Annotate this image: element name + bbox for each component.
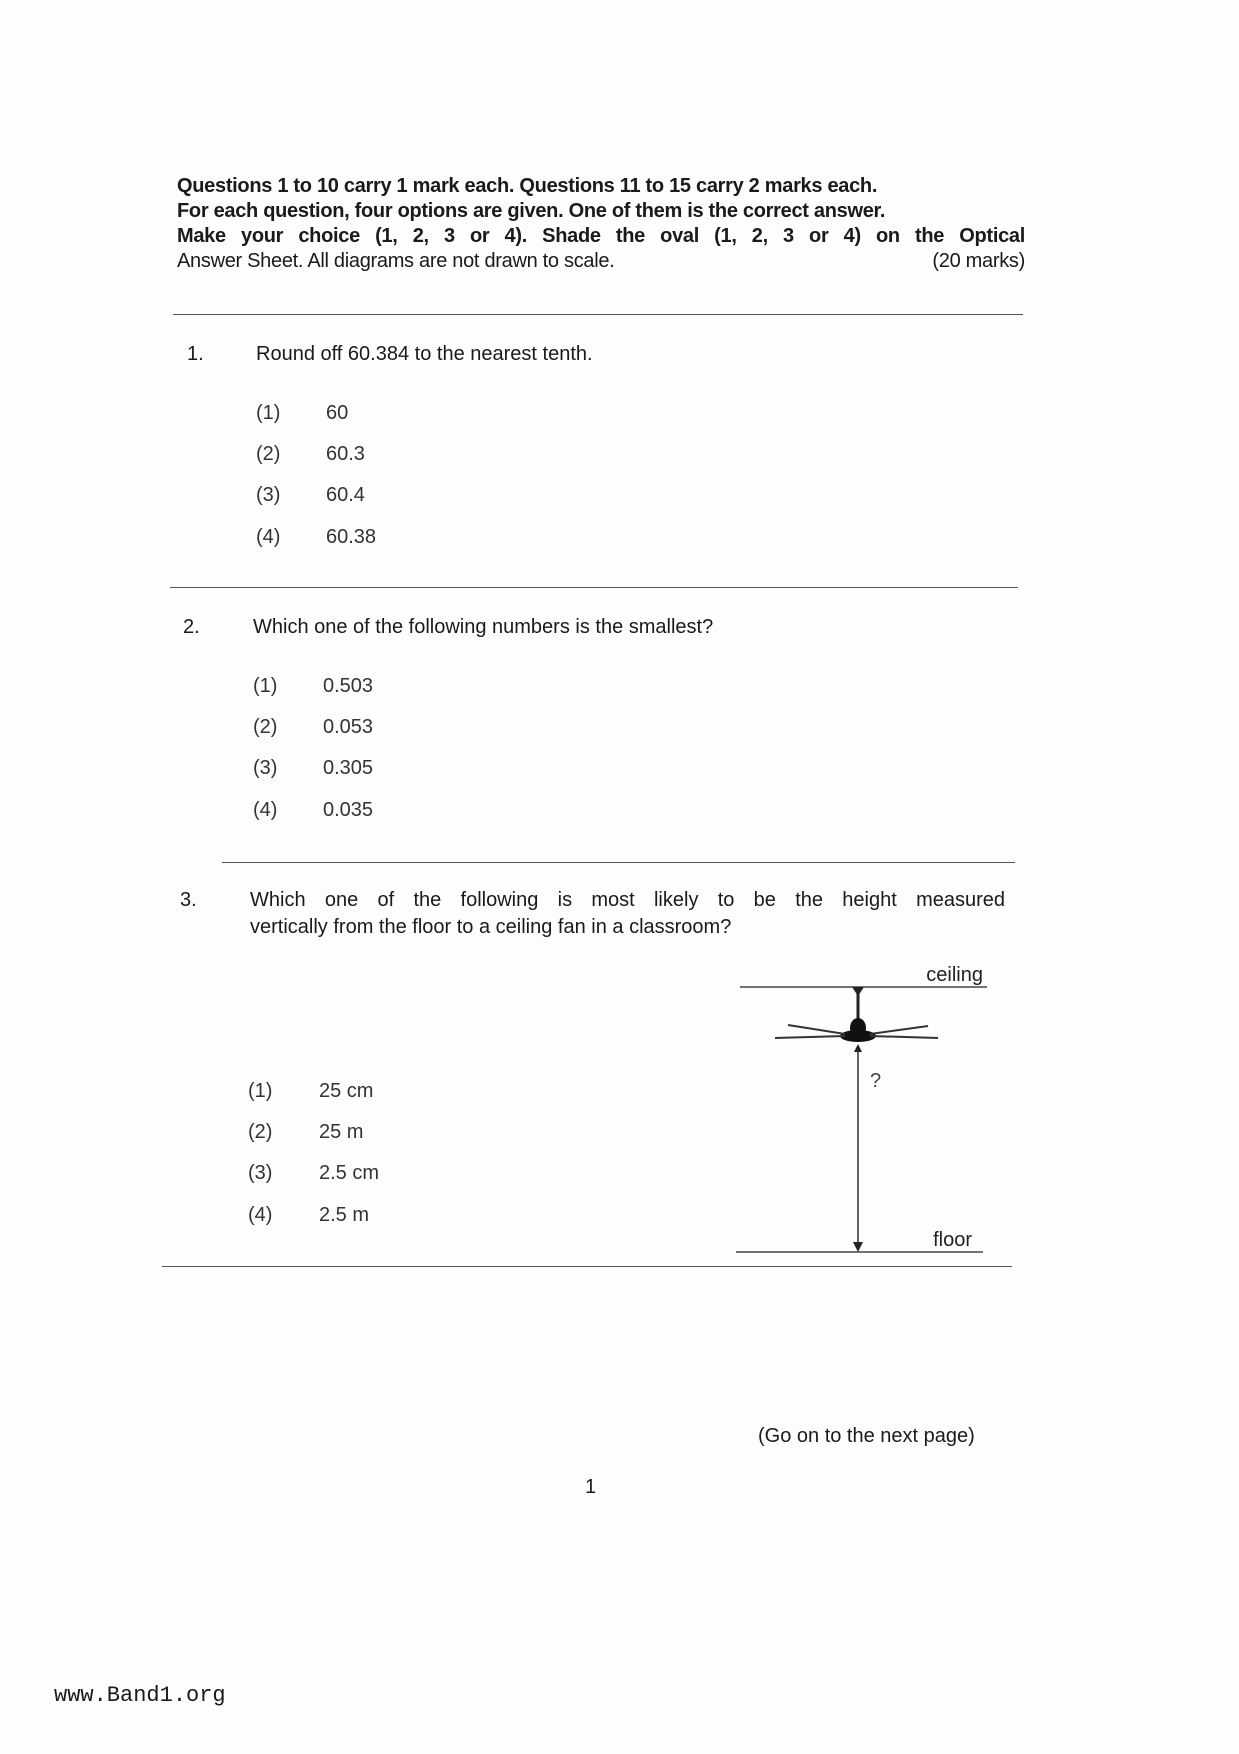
unknown-height-label: ? xyxy=(870,1070,882,1092)
question-text: Round off 60.384 to the nearest tenth. xyxy=(256,343,593,365)
instruction-line: Make your choice (1, 2, 3 or 4). Shade the oval (1, 2, 3 or 4) on the Optical xyxy=(177,225,1025,247)
option-value: 0.305 xyxy=(323,757,374,779)
option-number: (1) xyxy=(253,675,278,697)
option-value: 60.4 xyxy=(326,484,365,506)
option-value: 0.503 xyxy=(323,675,374,697)
option-number: (3) xyxy=(248,1162,273,1184)
watermark: www.Band1.org xyxy=(54,1683,226,1708)
ceiling-fan-diagram xyxy=(700,940,1040,1270)
divider xyxy=(173,314,1023,315)
option-number: (2) xyxy=(248,1121,273,1143)
option-value: 0.053 xyxy=(323,716,374,738)
divider xyxy=(162,1266,1012,1267)
option-value: 2.5 cm xyxy=(319,1162,380,1184)
height-arrow xyxy=(853,1044,863,1252)
divider xyxy=(170,587,1018,588)
option-number: (1) xyxy=(248,1080,273,1102)
option-number: (4) xyxy=(248,1204,273,1226)
question-text: Which one of the following numbers is the smallest? xyxy=(253,616,714,638)
instruction-line: Questions 1 to 10 carry 1 mark each. Questions 11 to 15 carry 2 marks each. xyxy=(177,175,878,197)
option-value: 25 m xyxy=(319,1121,364,1143)
option-number: (2) xyxy=(256,443,281,465)
option-value: 0.035 xyxy=(323,799,374,821)
question-number: 3. xyxy=(180,889,197,911)
question-number: 2. xyxy=(183,616,200,638)
ceiling-label: ceiling xyxy=(926,964,983,986)
option-value: 60 xyxy=(326,402,349,424)
instructions xyxy=(177,175,1025,285)
option-number: (2) xyxy=(253,716,278,738)
fan-icon xyxy=(775,987,938,1042)
option-number: (4) xyxy=(253,799,278,821)
question-text: vertically from the floor to a ceiling fan in a classroom? xyxy=(250,916,732,938)
question-text: Which one of the following is most likely to be the height measured xyxy=(250,889,1005,911)
total-marks: (20 marks) xyxy=(932,250,1025,272)
option-number: (4) xyxy=(256,526,281,548)
option-value: 60.38 xyxy=(326,526,377,548)
option-value: 25 cm xyxy=(319,1080,374,1102)
option-number: (3) xyxy=(256,484,281,506)
option-value: 60.3 xyxy=(326,443,365,465)
next-page-note: (Go on to the next page) xyxy=(758,1425,975,1447)
floor-label: floor xyxy=(933,1229,972,1251)
option-number: (1) xyxy=(256,402,281,424)
option-number: (3) xyxy=(253,757,278,779)
question-number: 1. xyxy=(187,343,204,365)
instruction-line: For each question, four options are given. One of them is the correct answer. xyxy=(177,200,886,222)
instruction-line: Answer Sheet. All diagrams are not drawn to scale. xyxy=(177,250,615,272)
divider xyxy=(222,862,1015,863)
option-value: 2.5 m xyxy=(319,1204,370,1226)
page-number: 1 xyxy=(585,1476,597,1498)
